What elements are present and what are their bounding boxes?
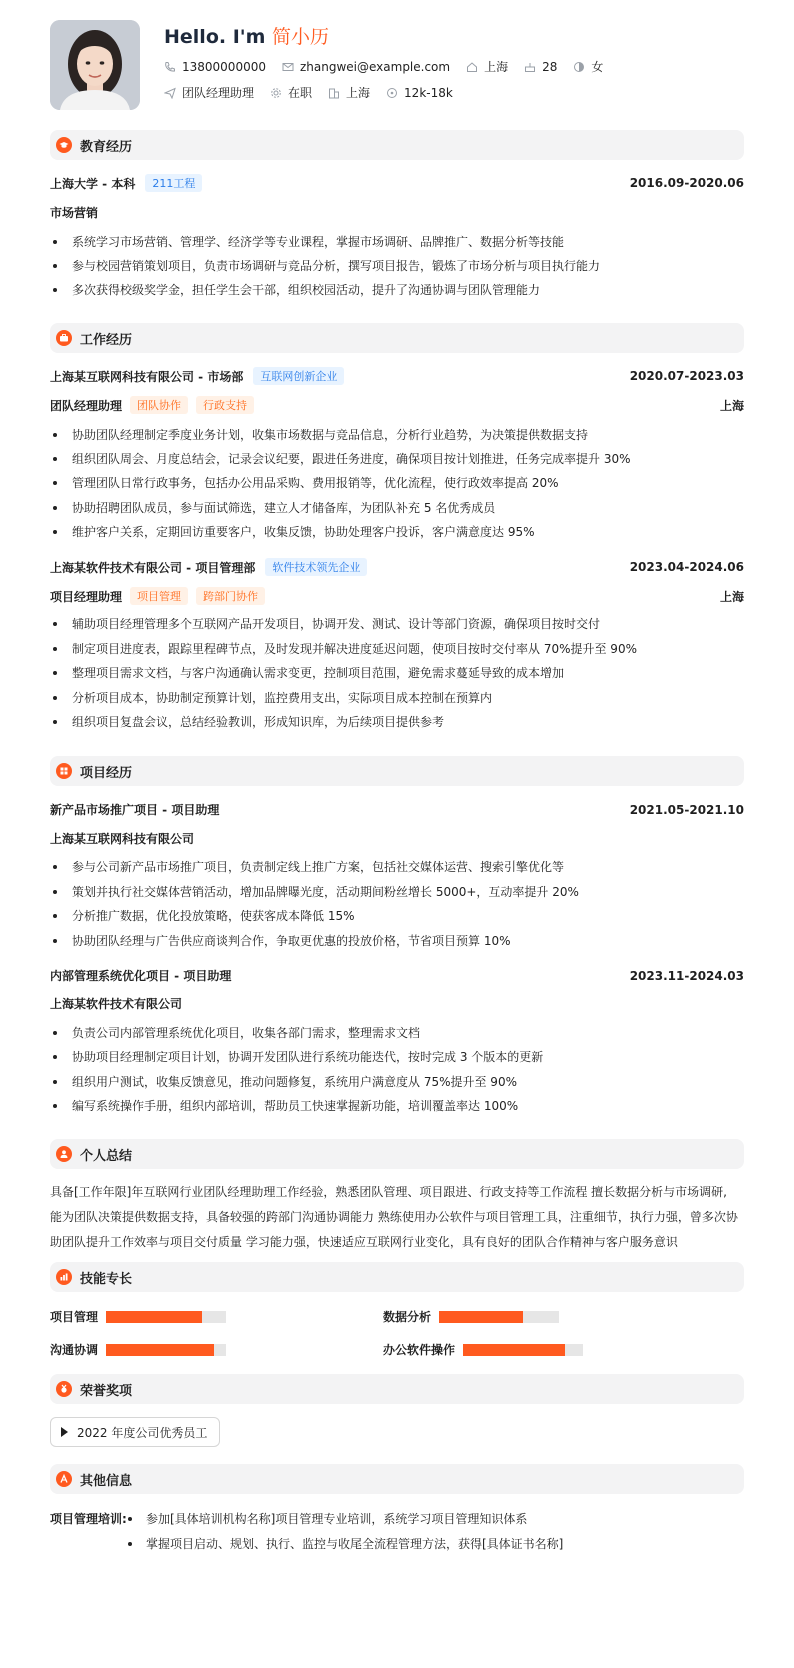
- skill-bar: [106, 1344, 226, 1356]
- list-item: 多次获得校级奖学金，担任学生会干部，组织校园活动，提升了沟通协调与团队管理能力: [50, 281, 744, 298]
- graduation-cap-icon: [56, 137, 72, 153]
- list-item: 协助团队经理与广告供应商谈判合作，争取更优惠的投放价格，节省项目预算 10%: [50, 932, 744, 949]
- gear-icon: [270, 87, 282, 99]
- skill-bar: [439, 1311, 559, 1323]
- company-tag: 互联网创新企业: [253, 367, 344, 385]
- section-other: [50, 1464, 744, 1494]
- school-name: 上海大学 - 本科: [50, 176, 136, 191]
- list-item: 参与校园营销策划项目，负责市场调研与竞品分析，撰写项目报告，锻炼了市场分析与项目执行能力: [50, 257, 744, 274]
- role-tag: 项目管理: [130, 587, 188, 605]
- section-education: [50, 130, 744, 160]
- school-tag: 211工程: [145, 174, 202, 192]
- role-tag: 团队协作: [130, 396, 188, 414]
- award-text: 2022 年度公司优秀员工: [77, 1425, 208, 1440]
- phone-icon: [164, 61, 176, 73]
- gender-icon: [573, 61, 585, 73]
- skill-fill: [106, 1311, 202, 1323]
- section-projects: [50, 756, 744, 786]
- list-item: 负责公司内部管理系统优化项目，收集各部门需求，整理需求文档: [50, 1024, 744, 1041]
- location-text: 上海: [484, 60, 509, 74]
- summary-line: 助团队提升工作效率与项目交付质量 学习能力强，快速适应互联网行业变化，具有良好的团队合作精神与客户服务意识: [50, 1235, 678, 1249]
- skill-bar: [106, 1311, 226, 1323]
- list-item: 组织用户测试，收集反馈意见，推动问题修复，系统用户满意度从 75%提升至 90%: [50, 1073, 744, 1090]
- project-date: 2023.11-2024.03: [629, 968, 744, 983]
- phone-text: 13800000000: [182, 59, 266, 74]
- section-title: 荣誉奖项: [80, 1383, 133, 1399]
- location-item: [466, 58, 508, 75]
- project-company-row: [50, 830, 744, 847]
- candidate-name: 简小历: [272, 26, 330, 48]
- education-major-row: [50, 204, 744, 221]
- list-item: 分析项目成本，协助制定预算计划，监控费用支出，实际项目成本控制在预算内: [50, 689, 744, 706]
- education-header: [50, 174, 744, 192]
- section-title: 技能专长: [80, 1271, 133, 1287]
- list-item: 协助招聘团队成员，参与面试筛选，建立人才储备库，为团队补充 5 名优秀成员: [50, 499, 744, 516]
- summary-text: [50, 1180, 744, 1255]
- bar-chart-icon: [56, 1269, 72, 1285]
- target-role-item: [164, 84, 254, 101]
- list-item: 编写系统操作手册，组织内部培训，帮助员工快速掌握新功能，培训覆盖率达 100%: [50, 1097, 744, 1114]
- project-company-row: [50, 995, 744, 1012]
- cake-icon: [524, 61, 536, 73]
- other-label: 项目管理培训:: [50, 1512, 127, 1526]
- gender-item: [573, 58, 603, 75]
- list-item: 组织项目复盘会议，总结经验教训，形成知识库，为后续项目提供参考: [50, 713, 744, 730]
- list-item: 参加[具体培训机构名称]项目管理专业培训，系统学习项目管理知识体系: [128, 1510, 527, 1527]
- salary-item: [386, 86, 453, 100]
- section-title: 教育经历: [80, 139, 133, 155]
- skill-item: [50, 1308, 226, 1325]
- play-icon: [61, 1427, 68, 1437]
- section-skills: [50, 1262, 744, 1292]
- skill-item: [50, 1341, 226, 1358]
- project-header: [50, 967, 744, 984]
- status-item: [270, 84, 312, 101]
- section-work: [50, 323, 744, 353]
- list-item: 维护客户关系，定期回访重要客户，收集反馈，协助处理客户投诉，客户满意度达 95%: [50, 523, 744, 540]
- list-item: 系统学习市场营销、管理学、经济学等专业课程，掌握市场调研、品牌推广、数据分析等技能: [50, 233, 744, 250]
- target-city-text: 上海: [346, 86, 371, 100]
- age-item: [524, 60, 557, 74]
- list-item: 协助团队经理制定季度业务计划，收集市场数据与竞品信息，分析行业趋势，为决策提供数据支持: [50, 426, 744, 443]
- project-title: 新产品市场推广项目 - 项目助理: [50, 803, 220, 817]
- project-company: 上海某互联网科技有限公司: [50, 832, 195, 846]
- role-tag: 行政支持: [196, 396, 254, 414]
- project-date: 2021.05-2021.10: [629, 802, 744, 817]
- resume-header: [50, 0, 744, 126]
- major: 市场营销: [50, 206, 99, 220]
- skill-fill: [439, 1311, 523, 1323]
- age-text: 28: [542, 59, 558, 74]
- role-tag: 跨部门协作: [196, 587, 265, 605]
- send-icon: [164, 87, 176, 99]
- list-item: 制定项目进度表，跟踪里程碑节点，及时发现并解决进度延迟问题，使项目按时交付率从 70%提升至 90%: [50, 640, 744, 657]
- work-date: 2020.07-2023.03: [629, 369, 744, 383]
- email-text: zhangwei@example.com: [299, 59, 451, 74]
- role: 团队经理助理: [50, 398, 123, 413]
- list-item: 掌握项目启动、规划、执行、监控与收尾全流程管理方法，获得[具体证书名称]: [128, 1535, 563, 1552]
- section-summary: [50, 1139, 744, 1169]
- target-role-text: 团队经理助理: [182, 86, 255, 100]
- list-item: 整理项目需求文档，与客户沟通确认需求变更，控制项目范围，避免需求蔓延导致的成本增加: [50, 664, 744, 681]
- briefcase-icon: [56, 330, 72, 346]
- skill-item: [383, 1308, 559, 1325]
- work-role-row: [50, 396, 744, 414]
- section-awards: [50, 1374, 744, 1404]
- company-name: 上海某互联网科技有限公司 - 市场部: [50, 369, 244, 384]
- building-icon: [328, 87, 340, 99]
- work-header: [50, 558, 744, 576]
- section-title: 其他信息: [80, 1473, 133, 1489]
- phone-item: [164, 60, 266, 74]
- project-title: 内部管理系统优化项目 - 项目助理: [50, 969, 232, 983]
- section-title: 项目经历: [80, 765, 133, 781]
- salary-text: 12k-18k: [404, 85, 453, 100]
- education-date: 2016.09-2020.06: [629, 176, 744, 190]
- skill-name: 办公软件操作: [383, 1343, 456, 1357]
- work-header: [50, 367, 744, 385]
- status-text: 在职: [288, 86, 313, 100]
- email-item: [282, 60, 450, 74]
- avatar: [50, 20, 140, 110]
- skill-item: [383, 1341, 583, 1358]
- work-city: 上海: [719, 589, 744, 604]
- list-item: 管理团队日常行政事务，包括办公用品采购、费用报销等，优化流程，使行政效率提高 20%: [50, 474, 744, 491]
- resume-page: [50, 0, 744, 1551]
- job-row: [164, 84, 469, 101]
- skill-bar: [463, 1344, 583, 1356]
- list-item: 分析推广数据，优化投放策略，使获客成本降低 15%: [50, 907, 744, 924]
- grid-icon: [56, 763, 72, 779]
- project-company: 上海某软件技术有限公司: [50, 997, 183, 1011]
- contact-row: [164, 58, 619, 75]
- summary-line: 能为团队决策提供数据支持，具备较强的跨部门沟通协调能力 熟练使用办公软件与项目管理工具，注重细节，执行力强，曾多次协: [50, 1210, 738, 1224]
- list-item: 参与公司新产品市场推广项目，负责制定线上推广方案，包括社交媒体运营、搜索引擎优化等: [50, 858, 744, 875]
- medal-icon: [56, 1381, 72, 1397]
- target-city-item: [328, 84, 370, 101]
- project-header: [50, 801, 744, 818]
- company-name: 上海某软件技术有限公司 - 项目管理部: [50, 560, 256, 575]
- home-icon: [466, 61, 478, 73]
- skill-fill: [463, 1344, 565, 1356]
- list-item: 辅助项目经理管理多个互联网产品开发项目，协调开发、测试、设计等部门资源，确保项目按时交付: [50, 615, 744, 632]
- list-item: 策划并执行社交媒体营销活动，增加品牌曝光度，活动期间粉丝增长 5000+，互动率提升 20%: [50, 883, 744, 900]
- gender-text: 女: [591, 60, 604, 74]
- work-city: 上海: [719, 398, 744, 413]
- work-date: 2023.04-2024.06: [629, 560, 744, 574]
- company-tag: 软件技术领先企业: [265, 558, 367, 576]
- mail-icon: [282, 61, 294, 73]
- person-icon: [56, 1146, 72, 1162]
- skill-fill: [106, 1344, 214, 1356]
- work-role-row: [50, 587, 744, 605]
- page-title: [164, 22, 329, 49]
- summary-line: 具备[工作年限]年互联网行业团队经理助理工作经验，熟悉团队管理、项目跟进、行政支持等工作流程 擅长数据分析与市场调研,: [50, 1185, 727, 1199]
- section-title: 工作经历: [80, 332, 133, 348]
- list-item: 协助项目经理制定项目计划，协调开发团队进行系统功能迭代，按时完成 3 个版本的更新: [50, 1048, 744, 1065]
- money-icon: [386, 87, 398, 99]
- skill-name: 沟通协调: [50, 1343, 99, 1357]
- skill-name: 数据分析: [383, 1310, 432, 1324]
- info-icon: [56, 1471, 72, 1487]
- section-title: 个人总结: [80, 1148, 133, 1164]
- skill-name: 项目管理: [50, 1310, 99, 1324]
- list-item: 组织团队周会、月度总结会，记录会议纪要，跟进任务进度，确保项目按计划推进，任务完成率提升 30%: [50, 450, 744, 467]
- role: 项目经理助理: [50, 589, 123, 604]
- hello-prefix: Hello. I'm: [164, 26, 266, 48]
- award-item[interactable]: [50, 1417, 220, 1447]
